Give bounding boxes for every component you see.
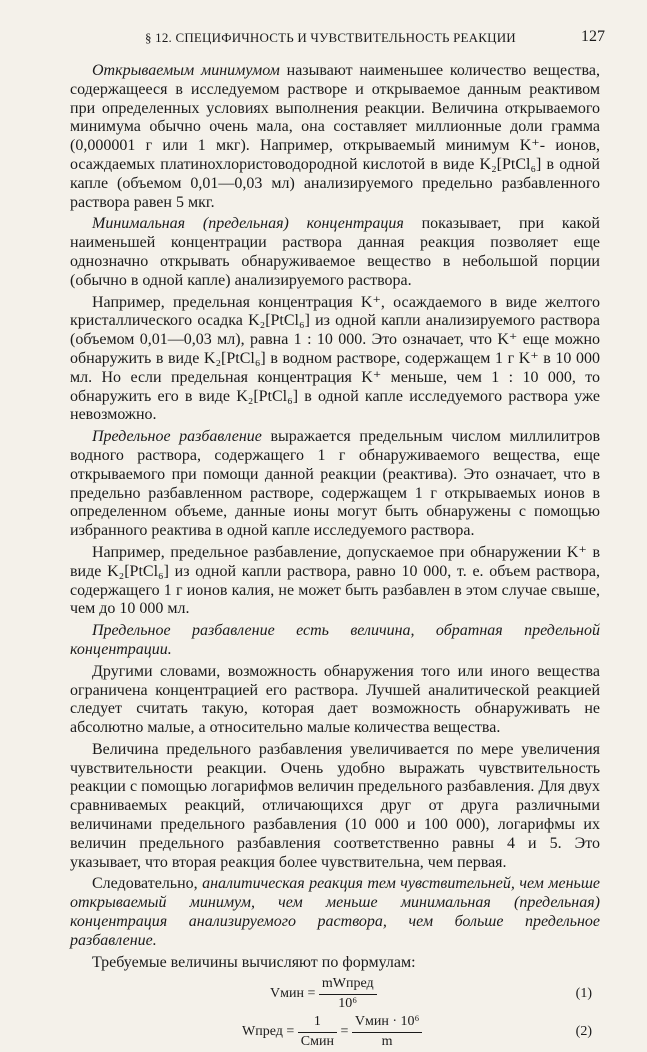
header-title: § 12. СПЕЦИФИЧНОСТЬ И ЧУВСТВИТЕЛЬНОСТЬ РЕАКЦИИ (145, 30, 516, 45)
formula-1 (70, 975, 600, 1013)
paragraph-min-concentration (70, 215, 600, 290)
paragraph-formulas-intro: Требуемые величины вычисляют по формулам: (92, 953, 416, 971)
formula-2-frac2-denominator: m (381, 1034, 393, 1050)
formula-2-fraction-2 (352, 1013, 423, 1052)
formula-1-number: (1) (575, 986, 592, 1002)
term-open-minimum: Открываемым минимумом (92, 62, 280, 79)
formula-2-fraction-1 (298, 1013, 337, 1052)
definition-italic: Предельное разбавление есть величина, обратная предельной концентрации. (70, 622, 600, 658)
page-number: 127 (581, 28, 605, 45)
formula-1-fraction (319, 975, 377, 1014)
paragraph-open-minimum (70, 62, 600, 212)
paragraph-text: выражается предельным числом миллилитров водного раствора, содержащего 1 г обнаруживаемого вещества, еще открываемого при помощи данной реакции (реактива). Это означает, что в предельно разбавленном растворе, содержащем 1 г открываемых ионов в определенном объеме, данные ионы могут быть обнаружены с помощью избранного реактива в одной капле исследуемого раствора. (70, 428, 601, 540)
paragraph-other-words: Другими словами, возможность обнаружения того или иного вещества ограничена концентрацией его раствора. Лучшей аналитической реакцией следует считать такую, которая дает возможность обнаруживать не абсолютно малые, а относительно малые количества вещества. (70, 662, 600, 737)
formula-2-frac1-denominator: Cмин (300, 1034, 334, 1050)
formula-1-denominator: 10⁶ (338, 996, 358, 1012)
formula-2-lhs: Wпред = (242, 1024, 295, 1040)
term-limit-dilution: Предельное разбавление (92, 428, 262, 446)
formula-2-frac2-numerator: Vмин · 10⁶ (352, 1013, 423, 1033)
formula-2 (70, 1013, 600, 1051)
paragraph-limit-dilution (70, 428, 600, 541)
paragraph-example-dilution: Например, предельное разбавление, допускаемое при обнаружении K⁺ в виде K₂[PtCl₆] из одной капли раствора, равно 10 000, т. е. объем раствора, содержащего 1 г ионов калия, не может быть разбавлен в этом случае свыше, чем до 10 000 мл. (70, 543, 600, 618)
formula-2-frac1-numerator: 1 (298, 1013, 337, 1033)
formula-2-number: (2) (575, 1024, 592, 1040)
conclusion-italic: аналитическая реакция тем чувствительней, чем меньше открываемый минимум, чем меньше минимальная (предельная) концентрация анализируемого раствора, чем больше предельное разбавление. (70, 875, 601, 949)
formula-1-lhs: Vмин = (270, 986, 316, 1002)
page-body (70, 62, 600, 1051)
paragraph-text: называют наименьшее количество вещества, содержащееся в исследуемом растворе и открываемое данным реактивом при определенных условиях выполнения реакции. Величина открываемого минимума обычно очень мала, она составляет миллионные доли грамма (0,000001 г или 1 мкг). Например, открываемый минимум K⁺- ионов, осаждаемых платинохлористоводородной кислотой в виде K₂[PtCl₆] в одной капле (объемом 0,01—0,03 мл) анализируемого предельно разбавленного раствора равен 5 мкг. (70, 62, 600, 211)
term-min-concentration: Минимальная (предельная) концентрация (92, 215, 404, 233)
running-header (70, 30, 605, 50)
paragraph-example-concentration: Например, предельная концентрация K⁺, осаждаемого в виде желтого кристаллического осадка K₂[PtCl₆] из одной капли анализируемого раствора (объемом 0,01—0,03 мл), равна 1 : 10 000. Это означает, что K⁺ еще можно обнаружить в виде K₂[PtCl₆] в водном растворе, содержащем 1 г K⁺ в 10 000 мл. Но если предельная концентрация K⁺ меньше, чем 1 : 10 000, то обнаружить его в виде K₂[PtCl₆] в одной капле исследуемого раствора уже невозможно. (70, 293, 600, 424)
formula-2-equals: = (340, 1024, 349, 1040)
paragraph-text: показывает, при какой наименьшей концентрации раствора данная реакция позволяет еще однозначно открывать обнаруживаемое вещество в небольшой порции (обычно в одной капле) анализируемого раствора. (70, 215, 600, 289)
paragraph-definition (70, 622, 600, 660)
paragraph-conclusion (70, 875, 600, 950)
formula-1-numerator: mWпред (319, 975, 377, 995)
paragraph-sensitivity: Величина предельного разбавления увеличивается по мере увеличения чувствительности реакции. Очень удобно выражать чувствительность реакции с помощью логарифмов величин предельного разбавления. Для двух сравниваемых реакций, отличающихся друг от друга различными величинами предельного разбавления (10 000 и 100 000), логарифмы их величин предельного разбавления соответственно равны 4 и 5. Это указывает, что вторая реакция более чувствительна, чем первая. (70, 740, 600, 871)
conclusion-lead: Следовательно, (92, 875, 203, 893)
